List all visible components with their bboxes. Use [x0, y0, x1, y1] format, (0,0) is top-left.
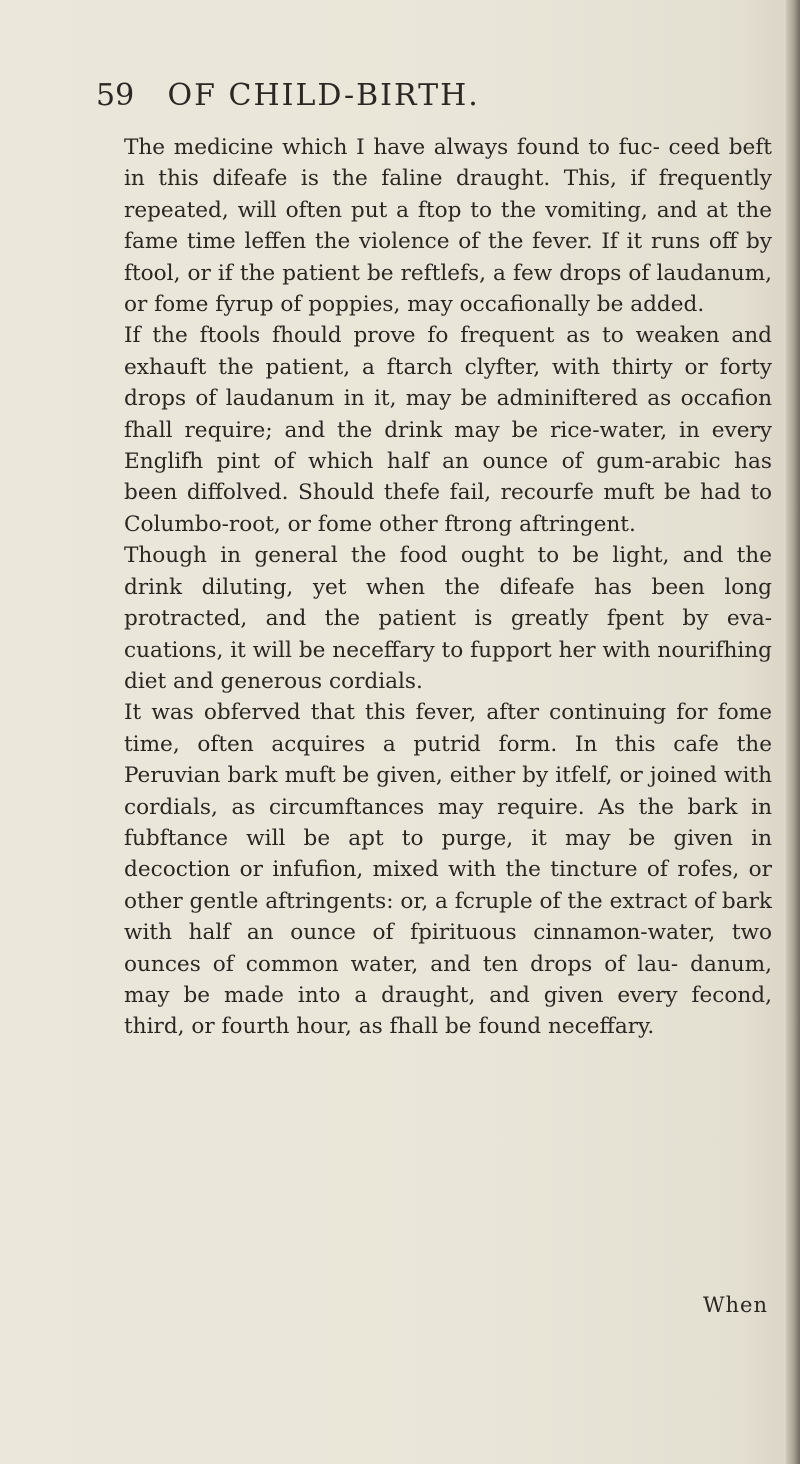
body-text — [124, 132, 772, 1043]
page-header — [96, 74, 696, 118]
paragraph-food-and-drink: Though in general the food ought to be light, and the drink diluting, yet when the difeafe has been long protracted, and the patient is greatly fpent by eva- cuations, it will be neceffary to fupport her with nourifhing diet and generous cordials. — [124, 543, 772, 694]
running-title: OF CHILD-BIRTH. — [167, 78, 480, 113]
paragraph-starch-clyster: If the ftools fhould prove fo frequent as to weaken and exhauft the patient, a ftarch clyfter, with thirty or forty drops of laudanum in it, may be adminiftered as occafion fhall require; and the drink may be rice-water, in every Englifh pint of which half an ounce of gum-arabic has been diffolved. Should thefe fail, recourfe muft be had to Columbo-root, or fome other ftrong aftringent. — [124, 323, 772, 537]
paragraph-peruvian-bark: It was obferved that this fever, after continuing for fome time, often acquires a putrid form. In this cafe the Peruvian bark muft be given, either by itfelf, or joined with cordials, as circumftances may require. As the bark in fubftance will be apt to purge, it may be given in decoction or infufion, mixed with the tincture of rofes, or other gentle aftringents: or, a fcruple of the extract of bark with half an ounce of fpirituous cinnamon-water, two ounces of common water, and ten drops of lau- danum, may be made into a draught, and given every fecond, third, or fourth hour, as fhall be found neceffary. — [124, 700, 772, 1040]
catchword: When — [702, 1293, 768, 1317]
paragraph-saline-draught: The medicine which I have always found to fuc- ceed beft in this difeafe is the faline draught. This, if frequently repeated, will often put a ftop to the vomiting, and at the fame time leffen the violence of the fever. If it runs off by ftool, or if the patient be reftlefs, a few drops of laudanum, or fome fyrup of poppies, may occafionally be added. — [124, 135, 772, 318]
page-edge-shadow — [786, 0, 800, 1464]
page-number: 59 — [96, 78, 135, 113]
